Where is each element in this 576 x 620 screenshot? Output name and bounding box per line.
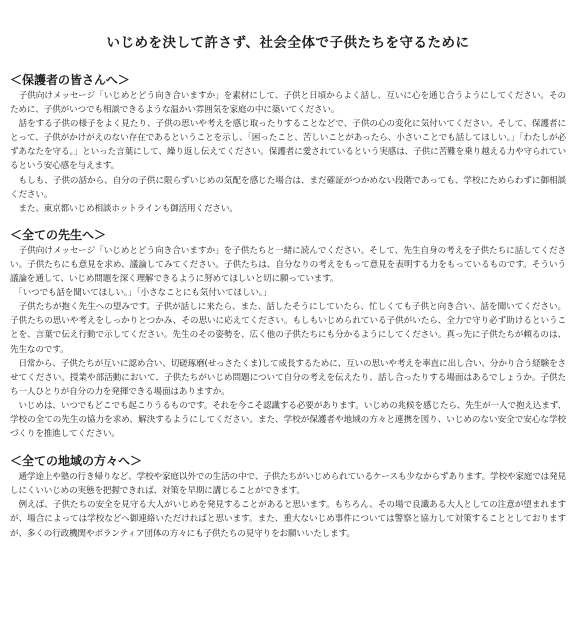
section-heading-parents: ＜保護者の皆さんへ＞ bbox=[10, 73, 130, 87]
paragraph: 話をする子供の様子をよく見たり、子供の思いや考えを感じ取ったりすることなどで、子供の心の変化に気付いてください。そして、保護者にとって、子供がかけがえのない存在であるということを示し、「困ったこと、苦しいことがあったら、小さいことでも話してほしい。」「わたしが必ずあなたを守る。」といった言葉にして、繰り返し伝えてください。保護者に愛されているという実感は、子供に苦難を乗り越える力や守られているという安心感を与えます。 bbox=[10, 119, 566, 172]
paragraph: 通学途上や塾の行き帰りなど、学校や家庭以外での生活の中で、子供たちがいじめられているケースも少なからずあります。学校や家庭では発見しにくいいじめの実態を把握できれば、対策を早期に講じることができます。 bbox=[10, 472, 567, 497]
paragraph: 日常から、子供たちが互いに認め合い、切磋琢磨(せっさたくま)して成長するために、互いの思いや考えを率直に出し合い、分かり合う経験をさせてください。授業や部活動において、子供たちがいじめ問題について自分の考えを伝えたり、話し合ったりする場面はあるでしょうか。子供たち一人ひとりが自分の力を発揮できる場面はありますか。 bbox=[10, 358, 566, 397]
paragraph: いじめは、いつでもどこでも起こりうるものです。それを今こそ認識する必要があります。いじめの兆候を感じたら、先生が一人で抱え込まず、学校の全ての先生の協力を求め、解決するようにしてください。また、学校が保護者や地域の方々と連携を図り、いじめのない安全で安心な学校づくりを推進してください。 bbox=[10, 400, 566, 440]
paragraph: 子供たちが抱く先生への望みです。子供が話しに来たら、また、話したそうにしていたら、忙しくても子供と向き合い、話を聞いてください。子供たちの思いや考えをしっかりとつかみ、その思いに応えてください。もしもいじめられている子供がいたら、全力で守り必ず助けるということを、言葉で伝え行動で示してください。先生のその姿勢を、広く他の子供たちにも分かるようにしてください。真っ先に子供たちが頼るのは、先生なのです。 bbox=[10, 302, 566, 355]
paragraph: 子供向けメッセージ「いじめとどう向き合いますか」を素材にして、子供と日頃からよく話し、互いに心を通じ合うようにしてください。そのために、子供がいつでも相談できるような温かい雰囲気を家庭の中に築いてください。 bbox=[10, 91, 566, 116]
section-community bbox=[10, 453, 566, 540]
section-parents bbox=[10, 72, 566, 216]
section-teachers bbox=[10, 227, 566, 441]
paragraph: また、東京都いじめ相談ホットラインも御活用ください。 bbox=[10, 203, 238, 214]
page-title: いじめを決して許さず、社会全体で子供たちを守るために bbox=[106, 35, 470, 51]
paragraph: 「いつでも話を聞いてほしい。」「小さなことにも気付いてほしい。」 bbox=[10, 288, 272, 299]
paragraph: もしも、子供の話から、自分の子供に限らずいじめの気配を感じた場合は、まだ確証がつかめない段階であっても、学校にためらわずに御相談ください。 bbox=[10, 175, 566, 200]
section-heading-community: ＜全ての地域の方々へ＞ bbox=[10, 454, 143, 469]
section-heading-teachers: ＜全ての先生へ＞ bbox=[10, 227, 107, 242]
paragraph: 子供向けメッセージ「いじめとどう向き合いますか」を子供たちと一緒に読んでください。そして、先生自身の考えを子供たちに話してください。子供たちにも意見を求め、議論してみてください。子供たちは、自分なりの考えをもって意見を表明する力をもっているものです。そういう議論を通して、いじめ問題を深く理解できるように努めてほしいと切に願っています。 bbox=[10, 245, 566, 285]
paragraph: 例えば、子供たちの安全を見守る大人がいじめを発見することがあると思います。もちろん、その場で良識ある大人としての注意が望まれますが、場合によっては学校などへ御連絡いただければと思います。また、重大ないじめ事件については警察と協力して対策することとしておりますが、多くの行政機関やボランティア団体の方々にも子供たちの見守りをお願いいたします。 bbox=[10, 500, 566, 539]
